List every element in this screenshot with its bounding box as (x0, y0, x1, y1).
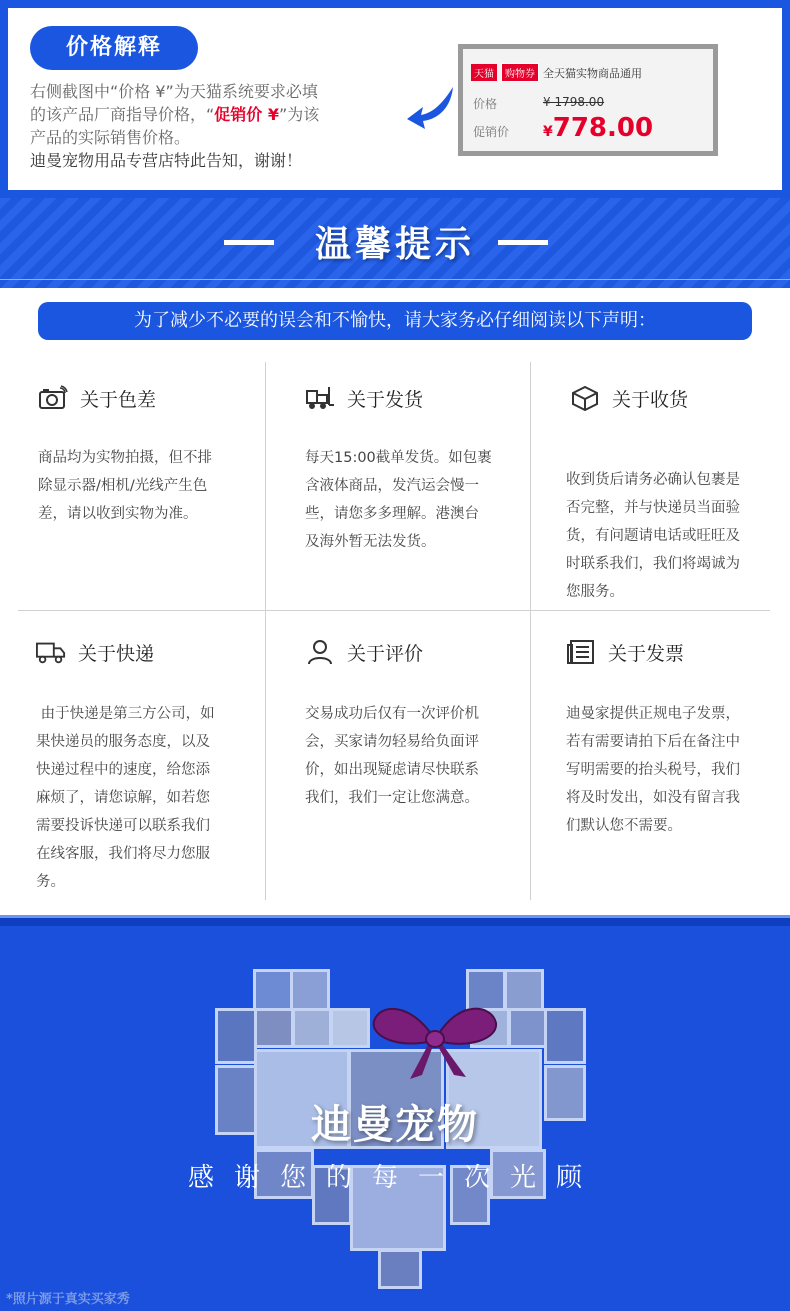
sale-price-currency: ¥ (543, 124, 553, 140)
price-explanation-text (30, 80, 405, 172)
cell-line: 在线客服，我们将尽力您服 (36, 846, 210, 862)
truck-icon (36, 638, 66, 666)
cell-body (566, 466, 740, 606)
pet-photo-tile (378, 1249, 422, 1289)
cell-title: 关于收货 (612, 388, 689, 411)
cell-line: 每天15:00截单发货。如包裹 (305, 450, 492, 466)
price-explanation-panel (8, 8, 782, 190)
cell-line: 价，如出现疑虑请尽快联系 (305, 762, 479, 778)
cell-line: 由于快递是第三方公司，如 (36, 706, 215, 722)
pet-photo-tile (253, 969, 293, 1011)
notice-bar: 为了减少不必要的误会和不愉快，请大家务必仔细阅读以下声明： (38, 302, 752, 340)
cell-body (305, 444, 492, 556)
ribbon-bow-icon (370, 993, 500, 1083)
cell-line: 务。 (36, 874, 65, 890)
forklift-icon (305, 384, 335, 412)
cell-line: 货，有问题请电话或旺旺及 (566, 528, 740, 544)
cell-line: 时联系我们，我们将竭诚为 (566, 556, 740, 572)
cell-line: 迪曼家提供正规电子发票， (566, 706, 740, 722)
banner-right-dash (498, 240, 548, 245)
cell-line: 需要投诉快递可以联系我们 (36, 818, 210, 834)
price-tag-header-text: 全天猫实物商品通用 (543, 66, 642, 80)
pet-photo-tile (292, 1008, 332, 1048)
cell-line: 会，买家请勿轻易给负面评 (305, 734, 479, 750)
cell-title: 关于快递 (78, 642, 155, 665)
cell-line: 麻烦了，请您谅解，如若您 (36, 790, 210, 806)
cell-line: 交易成功后仅有一次评价机 (305, 706, 479, 722)
pet-photo-tile (544, 1008, 586, 1064)
banner-title: 温馨提示 (314, 224, 475, 265)
cell-line: 们默认您不需要。 (566, 818, 682, 834)
curved-arrow-icon (403, 83, 459, 133)
camera-icon (38, 384, 68, 412)
cell-header (38, 384, 156, 412)
cell-header (570, 384, 688, 412)
cell-title: 关于色差 (80, 388, 157, 411)
brand-section (0, 915, 790, 1311)
cell-header (305, 638, 423, 666)
price-tag-screenshot (458, 44, 718, 156)
cell-line: 您服务。 (566, 584, 624, 600)
invoice-icon (566, 638, 596, 666)
pet-photo-tile (215, 1008, 257, 1064)
price-tag-header (471, 63, 642, 82)
pet-photo-tile (330, 1008, 370, 1048)
price-tag-inner (463, 49, 713, 151)
pet-photo-tile (504, 969, 544, 1011)
price-text-line2a: 的该产品厂商指导价格，“ (30, 105, 215, 124)
cell-body (36, 700, 215, 896)
cell-title: 关于发票 (608, 642, 685, 665)
tips-banner (0, 198, 790, 288)
cell-line: 将及时发出，如没有留言我 (566, 790, 740, 806)
cell-body (38, 444, 212, 528)
cell-line: 果快递员的服务态度，以及 (36, 734, 210, 750)
cell-line: 若有需要请拍下后在备注中 (566, 734, 740, 750)
photo-source-note: *照片源于真实买家秀 (6, 1292, 130, 1307)
cell-line: 否完整，并与快递员当面验 (566, 500, 740, 516)
price-text-notice: 迪曼宠物用品专营店特此告知，谢谢！ (30, 151, 303, 170)
user-icon (305, 638, 335, 666)
cell-title: 关于发货 (347, 388, 424, 411)
package-icon (570, 384, 600, 412)
original-price: ¥ 1798.00 (543, 95, 605, 109)
grid-divider-vertical-1 (265, 362, 266, 900)
cell-body (305, 700, 479, 812)
cell-line: 收到货后请务必确认包裹是 (566, 472, 740, 488)
tmall-badge: 天猫 (471, 64, 497, 81)
cell-line: 商品均为实物拍摄，但不排 (38, 450, 212, 466)
grid-divider-vertical-2 (530, 362, 531, 900)
cell-body (566, 700, 740, 840)
cell-header (566, 638, 684, 666)
cell-header (36, 638, 154, 666)
cell-line: 及海外暂无法发货。 (305, 534, 436, 550)
price-explanation-section (0, 0, 790, 198)
price-text-line3: 产品的实际销售价格。 (30, 128, 191, 147)
cell-line: 写明需要的抬头税号，我们 (566, 762, 740, 778)
sale-price (543, 113, 653, 143)
pet-photo-tile (508, 1008, 548, 1048)
sale-price-row (473, 113, 654, 143)
price-row (473, 95, 605, 112)
sale-price-label: 促销价 (473, 125, 510, 139)
grid-divider-horizontal (18, 610, 770, 611)
cell-header (305, 384, 423, 412)
info-grid (0, 362, 790, 902)
brand-title: 迪曼宠物 (311, 1102, 479, 1148)
cell-title: 关于评价 (347, 642, 424, 665)
price-text-sale-highlight: 促销价 ¥ (214, 105, 280, 124)
brand-subtitle: 感谢您的每一次光顾 (187, 1163, 602, 1193)
price-text-line2b: ”为该 (279, 105, 320, 124)
cell-line: 快递过程中的速度，给您添 (36, 762, 210, 778)
price-text-line1: 右侧截图中“价格 ¥”为天猫系统要求必填 (30, 82, 318, 101)
price-explanation-pill: 价格解释 (30, 26, 198, 70)
pet-photo-tile (290, 969, 330, 1011)
cell-line: 含液体商品，发汽运会慢一 (305, 478, 479, 494)
cell-line: 差，请以收到实物为准。 (38, 506, 198, 522)
cell-line: 我们，我们一定让您满意。 (305, 790, 479, 806)
coupon-badge: 购物券 (501, 63, 539, 82)
price-label: 价格 (473, 97, 498, 111)
pet-photo-tile (254, 1008, 294, 1048)
sale-price-value: 778.00 (552, 113, 654, 143)
cell-line: 除显示器/相机/光线产生色 (38, 478, 208, 494)
cell-line: 些，请您多多理解。港澳台 (305, 506, 479, 522)
